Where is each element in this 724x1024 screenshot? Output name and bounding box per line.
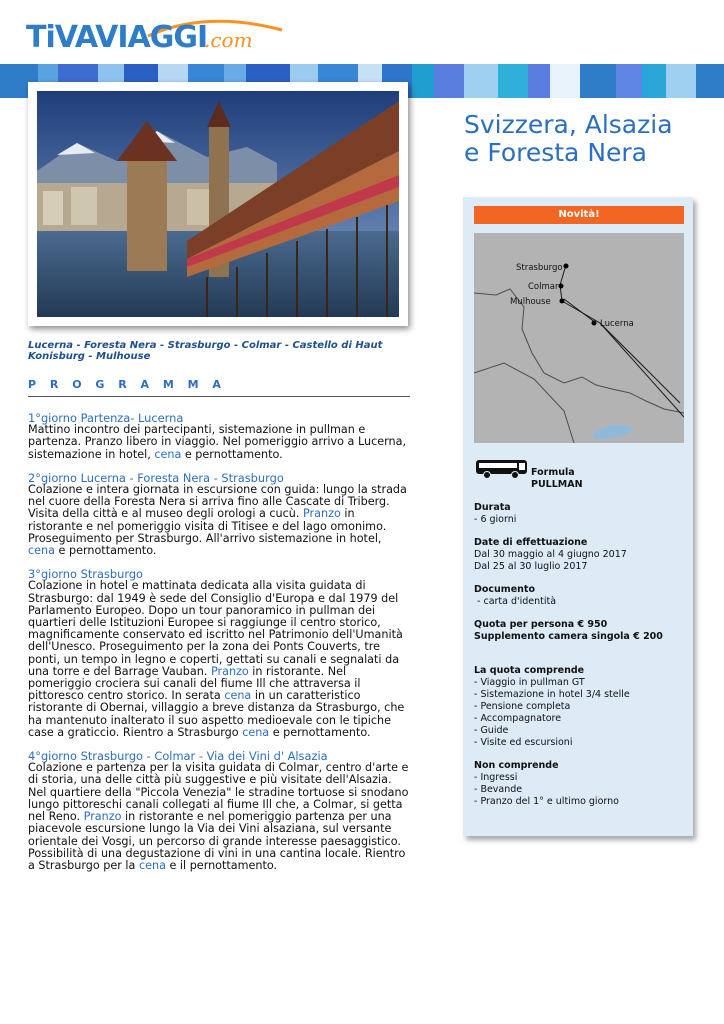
- non-comprende-label: Non comprende: [474, 760, 559, 771]
- day-3: [28, 568, 410, 739]
- mulhouse-marker: [560, 299, 565, 304]
- comprende-label: La quota comprende: [474, 665, 585, 676]
- documento-value: - carta d'identità: [474, 596, 557, 607]
- durata-value: - 6 giorni: [474, 514, 517, 525]
- title-line-2: e Foresta Nera: [464, 138, 647, 167]
- day-title: 4°giorno Strasburgo - Colmar - Via dei Vini d' Alsazia: [28, 749, 328, 764]
- heading-divider: [28, 396, 410, 397]
- comprende-item: - Viaggio in pullman GT: [474, 677, 585, 688]
- logo-domain: .com: [204, 28, 253, 52]
- comprende-item: - Sistemazione in hotel 3/4 stelle: [474, 689, 630, 700]
- page-title: [464, 111, 704, 167]
- documento-label: Documento: [474, 584, 535, 595]
- map-label-mulhouse: Mulhouse: [510, 297, 551, 307]
- day-text: Colazione in hotel e mattinata dedicata alla visita guidata di Strasburgo: dal 1949 è sede del Consiglio d'Europa e dal 1979 del Parlamento Europeo. Dopo un tour panoramico in pullman dei quartieri delle Istituzioni Europee si raggiunge il centro storico, magnificamente conservato ed iscritto nel Patrimonio dell'Umanità dell'Unesco. Proseguimento per la zona dei Ponts Couverts, tre ponti, un tempo in legno e coperti, gettati su canali e segnalati da una torre e del Barrage Vauban. Pranzo in ristorante. Nel pomeriggio crociera sui canali del fiume Ill che attraversa il pittoresco centro storico. In serata cena in un caratteristico ristorante di Obernai, villaggio a breve distanza da Strasburgo, che ha mantenuto inalterato il suo aspetto medioevale con le tipiche case a graticcio. Rientro a Strasburgo cena e pernottamento.: [28, 579, 405, 739]
- day-2: [28, 472, 410, 557]
- day-4: [28, 750, 410, 872]
- non-comprende-item: - Ingressi: [474, 772, 518, 783]
- comprende-item: - Visite ed escursioni: [474, 737, 573, 748]
- day-1: [28, 412, 410, 461]
- route-summary: Lucerna - Foresta Nera - Strasburgo - Colmar - Castello di Haut Konisburg - Mulhouse: [28, 340, 383, 362]
- comprende-item: - Guide: [474, 725, 509, 736]
- day-text: Colazione e partenza per la visita guidata di Colmar, centro d'arte e di storia, una delle città più suggestive e più visitate dell'Alsazia. Nel quartiere della "Piccola Venezia" le stradine tortuose si snodano lungo pittoreschi canali collegati al fiume Ill che, a Colmar, si getta nel Reno. Pranzo in ristorante e nel pomeriggio partenza per una piacevole escursione lungo la Via dei Vini alsaziana, sul versante orientale dei Vosgi, un percorso di grande interesse paesaggistico. Possibilità di una degustazione di vini in una cantina locale. Rientro a Strasburgo per la cena e il pernottamento.: [28, 761, 409, 872]
- info-panel: [463, 197, 693, 836]
- bus-icon: [475, 458, 529, 480]
- quota-price: Quota per persona € 950: [474, 619, 608, 630]
- comprende-item: - Accompagnatore: [474, 713, 562, 724]
- colmar-marker: [559, 284, 564, 289]
- supplemento-price: Supplemento camera singola € 200: [474, 631, 663, 642]
- map-label-strasburgo: Strasburgo: [516, 263, 563, 273]
- map-label-lucerna: Lucerna: [600, 319, 634, 329]
- formula-info: [531, 467, 583, 491]
- non-comprende-item: - Bevande: [474, 784, 523, 795]
- formula-label: Formula: [531, 467, 575, 478]
- photo-frame: [28, 82, 408, 326]
- day-text: Mattino incontro dei partecipanti, sistemazione in pullman e partenza. Pranzo libero in viaggio. Nel pomeriggio arrivo a Lucerna, sistemazione in hotel, cena e pernottamento.: [28, 423, 407, 461]
- day-title: 3°giorno Strasburgo: [28, 567, 144, 582]
- programma-heading: P R O G R A M M A: [28, 378, 226, 391]
- map-label-colmar: Colmar: [528, 282, 559, 292]
- itinerary: [28, 412, 410, 883]
- day-text: Colazione e intera giornata in escursione con guida: lungo la strada nel cuore della Foresta Nera si arriva fino alle Cascate di Triberg. Visita della città e al museo degli orologi a cucù. Pranzo in ristorante e nel pomeriggio visita di Titisee e del lago omonimo. Proseguimento per Strasburgo. All'arrivo sistemazione in hotel, cena e pernottamento.: [28, 483, 407, 558]
- date-2: Dal 25 al 30 luglio 2017: [474, 561, 588, 572]
- non-comprende-item: - Pranzo del 1° e ultimo giorno: [474, 796, 619, 807]
- formula-value: PULLMAN: [531, 479, 583, 490]
- title-line-1: Svizzera, Alsazia: [464, 110, 673, 139]
- lucerne-bridge-photo: [37, 91, 399, 317]
- novita-badge: Novità!: [474, 206, 684, 224]
- strasburgo-marker: [564, 264, 569, 269]
- logo-text: TiVAVIAGGI: [26, 20, 208, 55]
- comprende-item: - Pensione completa: [474, 701, 571, 712]
- durata-label: Durata: [474, 502, 511, 513]
- day-title: 1°giorno Partenza- Lucerna: [28, 411, 184, 425]
- day-title: 2°giorno Lucerna - Foresta Nera - Strasburgo: [28, 470, 284, 485]
- brand-logo[interactable]: [26, 14, 266, 56]
- date-label: Date di effettuazione: [474, 537, 588, 548]
- route-map: [474, 233, 684, 443]
- map-graphic: [474, 233, 684, 443]
- date-1: Dal 30 maggio al 4 giugno 2017: [474, 549, 627, 560]
- lucerna-marker: [592, 321, 597, 326]
- trip-details: [474, 502, 684, 808]
